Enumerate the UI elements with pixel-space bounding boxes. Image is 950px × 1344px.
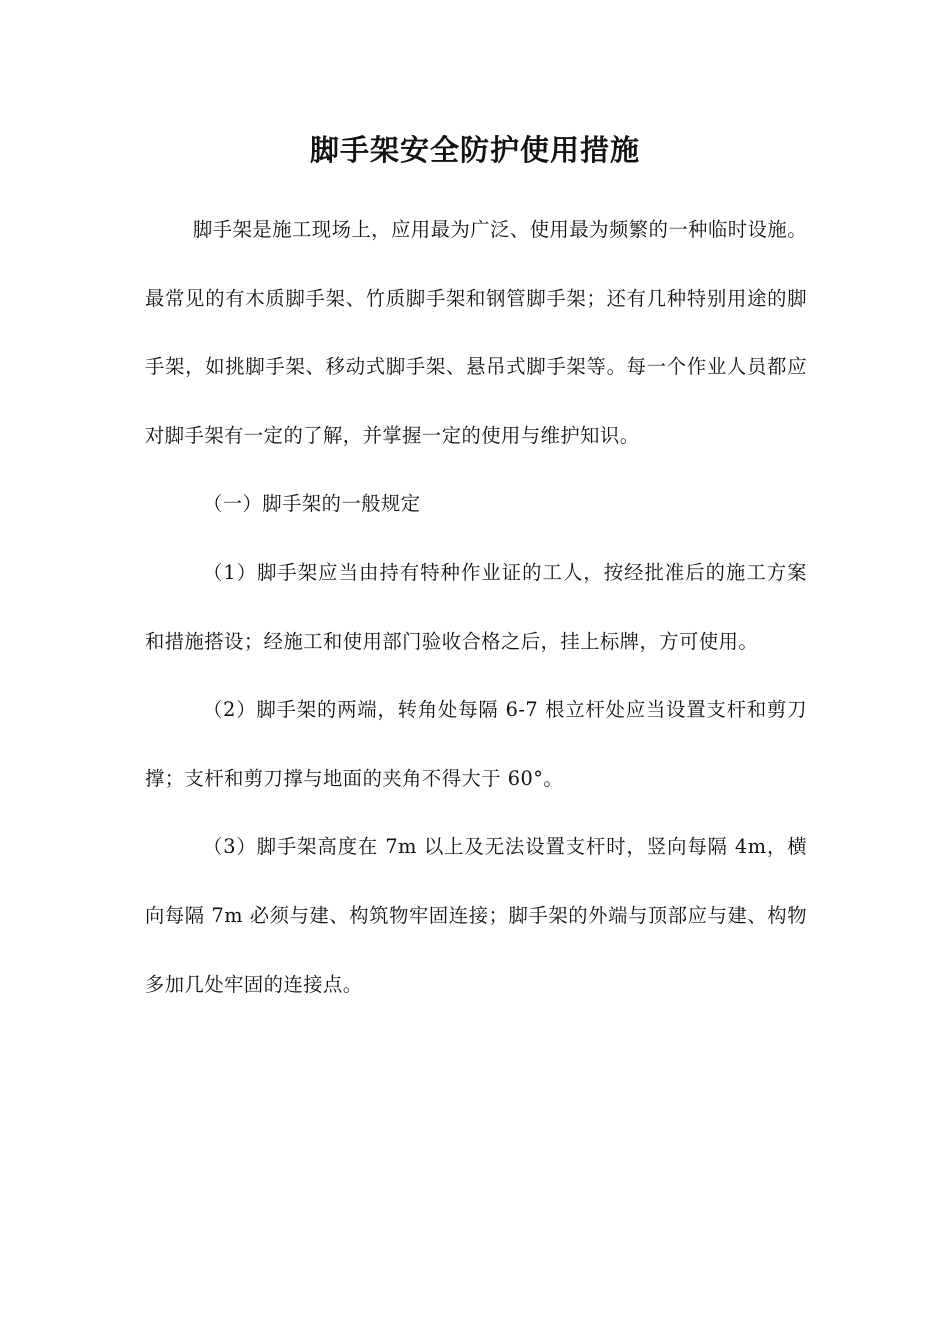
document-title: 脚手架安全防护使用措施 [309, 133, 640, 167]
document-body [145, 196, 807, 1019]
rule-paragraph-3: （3）脚手架高度在 7m 以上及无法设置支杆时，竖向每隔 4m，横向每隔 7m 必须与建、构筑物牢固连接；脚手架的外端与顶部应与建、构物多加几处牢固的连接点。 [145, 835, 807, 996]
rule-paragraph-2: （2）脚手架的两端，转角处每隔 6-7 根立杆处应当设置支杆和剪刀撑；支杆和剪刀撑与地面的夹角不得大于 60°。 [145, 698, 807, 790]
section-heading: （一）脚手架的一般规定 [203, 492, 421, 516]
rule-paragraph-1: （1）脚手架应当由持有特种作业证的工人，按经批准后的施工方案和措施搭设；经施工和使用部门验收合格之后，挂上标牌，方可使用。 [145, 560, 807, 653]
intro-paragraph: 脚手架是施工现场上，应用最为广泛、使用最为频繁的一种临时设施。最常见的有木质脚手架、竹质脚手架和钢管脚手架；还有几种特别用途的脚手架，如挑脚手架、移动式脚手架、悬吊式脚手架等。每一个作业人员都应对脚手架有一定的了解，并掌握一定的使用与维护知识。 [145, 218, 807, 447]
